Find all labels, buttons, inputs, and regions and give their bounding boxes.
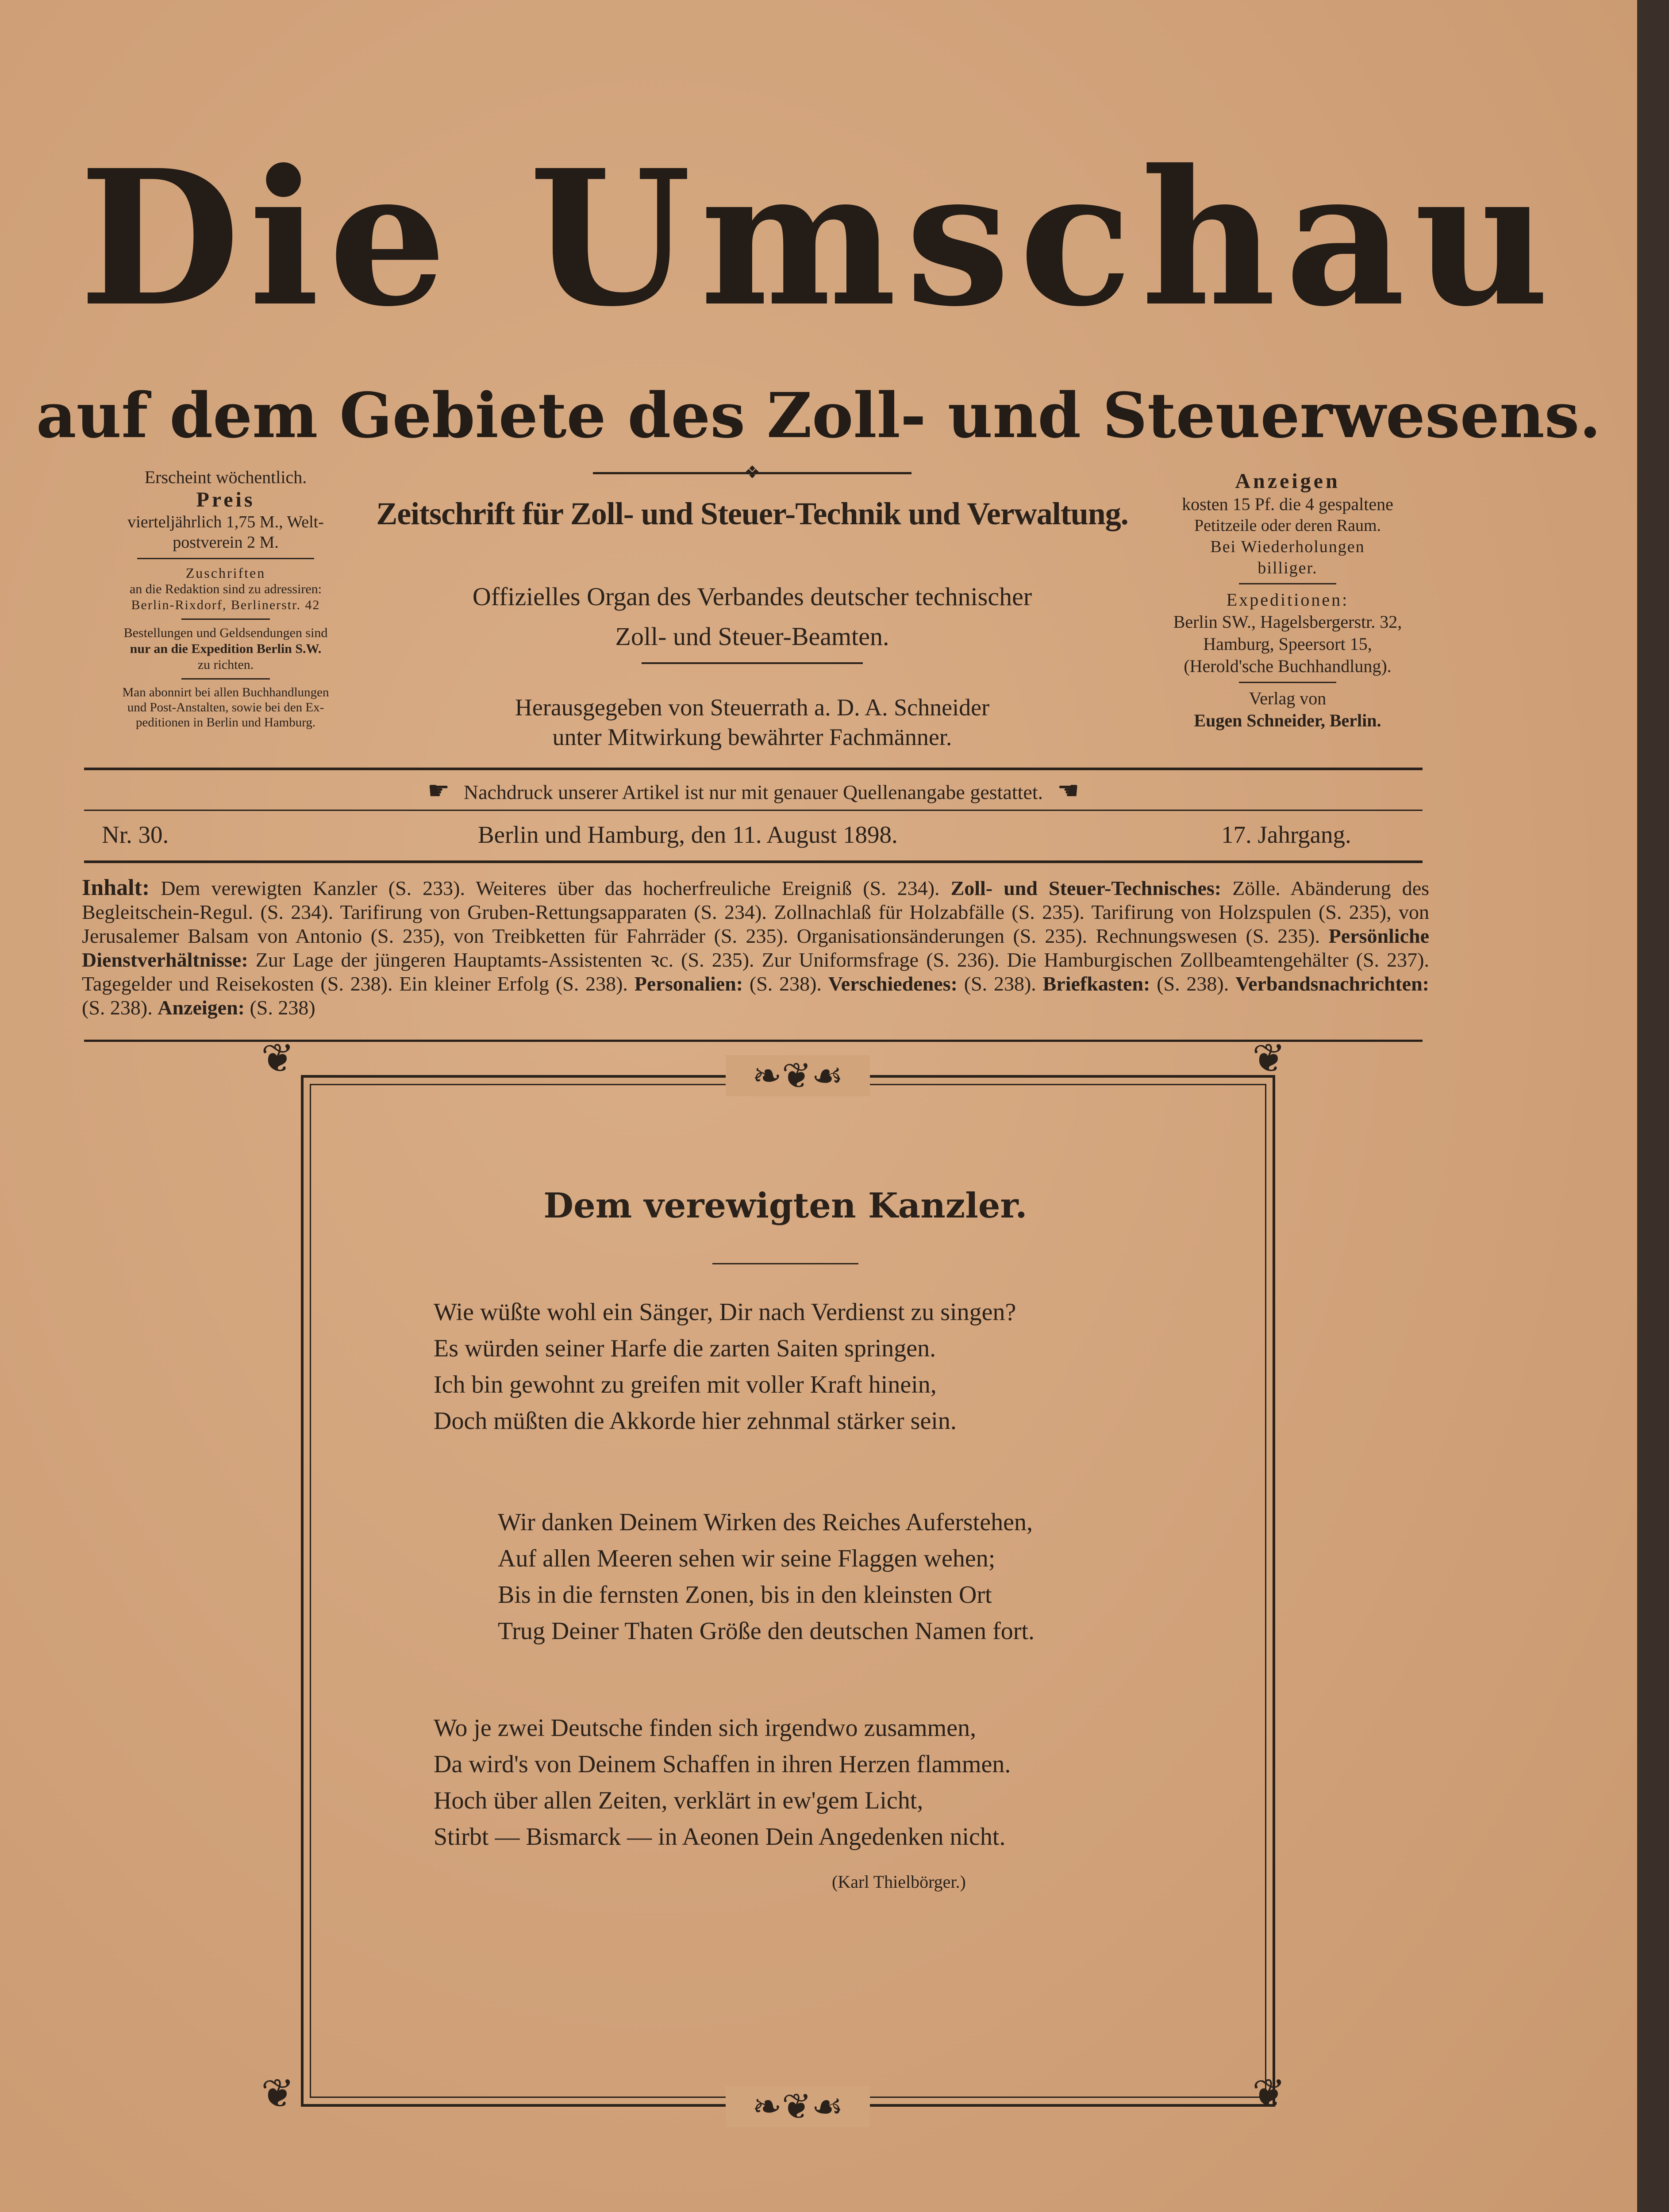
contents-text: (S. 238). [964,972,1036,995]
editor-line-2: unter Mitwirkung bewährter Fachmänner. [552,724,952,750]
issue-number: Nr. 30. [102,821,169,848]
header-rule-bottom [84,860,1423,863]
contents-text: (S. 238). [749,972,822,995]
pointing-hand-left-icon: ☛ [427,777,450,805]
issue-place-date: Berlin und Hamburg, den 11. August 1898. [478,821,898,848]
contents-text: Zölle. Abänderung des Begleitschein-Regul. (S. 234). Tarifirung von Gruben-Rettungsapparaten (S. 234). Zollnachlaß für Holzabfälle (S. 235). Tarifirung von Holzspulen (S. 235), von Jerusalemer Balsam von Antonio (S. 235), von Treibketten für Fahrräder (S. 235). Organisationsänderungen (S. 235). Rechnungswesen (S. 235). [82,877,1430,947]
notice-line [84,776,1423,805]
contents-text: (S. 238). [82,996,153,1019]
orders-line-1: Bestellungen und Geldsendungen sind [123,626,328,640]
ads-line-1: kosten 15 Pf. die 4 gespaltene [1182,494,1393,514]
verse-line: Doch müßten die Akkorde hier zehnmal stärker sein. [434,1407,957,1435]
orders-line-2: nur an die Expedition Berlin S.W. [130,641,322,656]
header-rule-top [84,768,1423,770]
issue-volume: 17. Jahrgang. [1221,821,1351,848]
ornament-icon: ❧❦☙ [726,1055,870,1096]
publisher-name: Eugen Schneider, Berlin. [1194,710,1381,730]
contents-heading: Verschiedenes: [828,972,958,995]
verse-line: Hoch über allen Zeiten, verklärt in ew'gem Licht, [434,1787,923,1814]
poem-stanza-3 [434,1710,1011,1855]
contents-heading: Personalien: [634,972,743,995]
contents-heading: Anzeigen: [158,996,245,1019]
subscribe-line-1: Man abonnirt bei allen Buchhandlungen [122,685,329,699]
verse-line: Wie wüßte wohl ein Sänger, Dir nach Verdienst zu singen? [434,1298,1016,1326]
verse-line: Trug Deiner Thaten Größe den deutschen Namen fort. [498,1617,1034,1645]
ornament-icon: ❦ [261,1035,295,1082]
letters-label: Zuschriften [185,565,266,581]
contents-heading: Verbandsnachrichten: [1235,972,1429,995]
contents-text: (S. 238). [1157,972,1229,995]
letters-line-1: an die Redaktion sind zu adressiren: [129,582,322,596]
table-of-contents [82,876,1429,1020]
organ-line-2: Zoll- und Steuer-Beamten. [615,622,889,651]
center-rule [642,662,863,664]
expeditions-label: Expeditionen: [1226,590,1349,610]
ads-line-3: Bei Wiederholungen [1210,538,1365,556]
verse-line: Da wird's von Deinem Schaffen in ihren Herzen flammen. [434,1751,1011,1778]
pointing-hand-right-icon: ☛ [1057,777,1079,805]
organ-line-1: Offizielles Organ des Verbandes deutscher technischer [472,582,1032,611]
ads-line-2: Petitzeile oder deren Raum. [1194,516,1381,535]
subscribe-line-3: peditionen in Berlin und Hamburg. [135,715,316,730]
ads-label: Anzeigen [1235,469,1340,493]
contents-text: Dem verewigten Kanzler (S. 233). Weiteres über das hocherfreuliche Ereigniß (S. 234). [161,877,940,899]
contents-label: Inhalt: [82,875,150,900]
reprint-notice: Nachdruck unserer Artikel ist nur mit genauer Quellenangabe gestattet. [463,781,1043,803]
ads-line-4: billiger. [1258,559,1318,577]
left-info-box [71,467,381,730]
orders-line-3: zu richten. [197,657,254,672]
ornament-icon: ❦ [1252,1035,1286,1082]
verse-line: Ich bin gewohnt zu greifen mit voller Kraft hinein, [434,1371,937,1398]
price-line-2: postverein 2 M. [173,533,279,552]
verse-line: Wo je zwei Deutsche finden sich irgendwo zusammen, [434,1714,977,1742]
verse-line: Es würden seiner Harfe die zarten Saiten springen. [434,1335,936,1362]
ornament-icon: ❦ [1252,2070,1286,2117]
divider [181,618,270,620]
right-info-box [1124,469,1451,732]
masthead-subtitle: auf dem Gebiete des Zoll- und Steuerwesens. [36,380,1601,452]
header-rule-mid [84,810,1423,811]
contents-heading: Briefkasten: [1042,972,1150,995]
divider [137,558,314,559]
poem-title-rule [712,1263,858,1264]
poem-title: Dem verewigten Kanzler. [543,1186,1027,1226]
ornament-icon: ❦ [261,2070,295,2117]
ornament-icon: ❧❦☙ [726,2086,870,2127]
divider [181,678,270,680]
expeditions-line-1: Berlin SW., Hagelsbergerstr. 32, [1173,612,1402,632]
letters-line-2: Berlin-Rixdorf, Berlinerstr. 42 [131,598,320,612]
verse-line: Stirbt — Bismarck — in Aeonen Dein Angedenken nicht. [434,1823,1006,1851]
scan-edge [1637,0,1669,2212]
subscribe-line-2: und Post-Anstalten, sowie bei den Ex- [127,700,324,714]
expeditions-line-2: Hamburg, Speersort 15, [1203,634,1372,654]
verse-line: Wir danken Deinem Wirken des Reiches Auferstehen, [498,1509,1033,1536]
tagline: Zeitschrift für Zoll- und Steuer-Technik und Verwaltung. [376,496,1128,531]
publisher-label: Verlag von [1249,688,1327,708]
verse-line: Auf allen Meeren sehen wir seine Flaggen wehen; [498,1545,996,1572]
poem-stanza-1 [434,1294,1016,1439]
editor-line-1: Herausgegeben von Steuerrath a. D. A. Schneider [515,694,990,721]
price-label: Preis [196,488,255,511]
verse-line: Bis in die fernsten Zonen, bis in den kleinsten Ort [498,1581,992,1609]
ornament-icon: ❖ [744,462,760,483]
price-line-1: vierteljährlich 1,75 M., Welt- [127,513,324,531]
poem-stanza-2 [498,1504,1034,1649]
divider [1239,583,1336,584]
contents-text: (S. 238) [250,996,315,1019]
contents-heading: Persönliche Dienstverhältnisse: [82,925,1430,971]
expeditions-line-3: (Herold'sche Buchhandlung). [1184,656,1392,676]
appears-weekly: Erscheint wöchentlich. [144,467,307,487]
contents-text: Zur Lage der jüngeren Hauptamts-Assistenten ꝛc. (S. 235). Zur Uniformsfrage (S. 236). Die Hamburgischen Zollbeamtengehälter (S. 237). Tagegelder und Reisekosten (S. 238). Ein kleiner Erfolg (S. 238). [82,949,1429,995]
poem-author: (Karl Thielbörger.) [832,1872,966,1892]
masthead-title: Die Umschau [79,130,1558,348]
contents-heading: Zoll- und Steuer-Technisches: [950,877,1222,899]
divider [1239,682,1336,683]
